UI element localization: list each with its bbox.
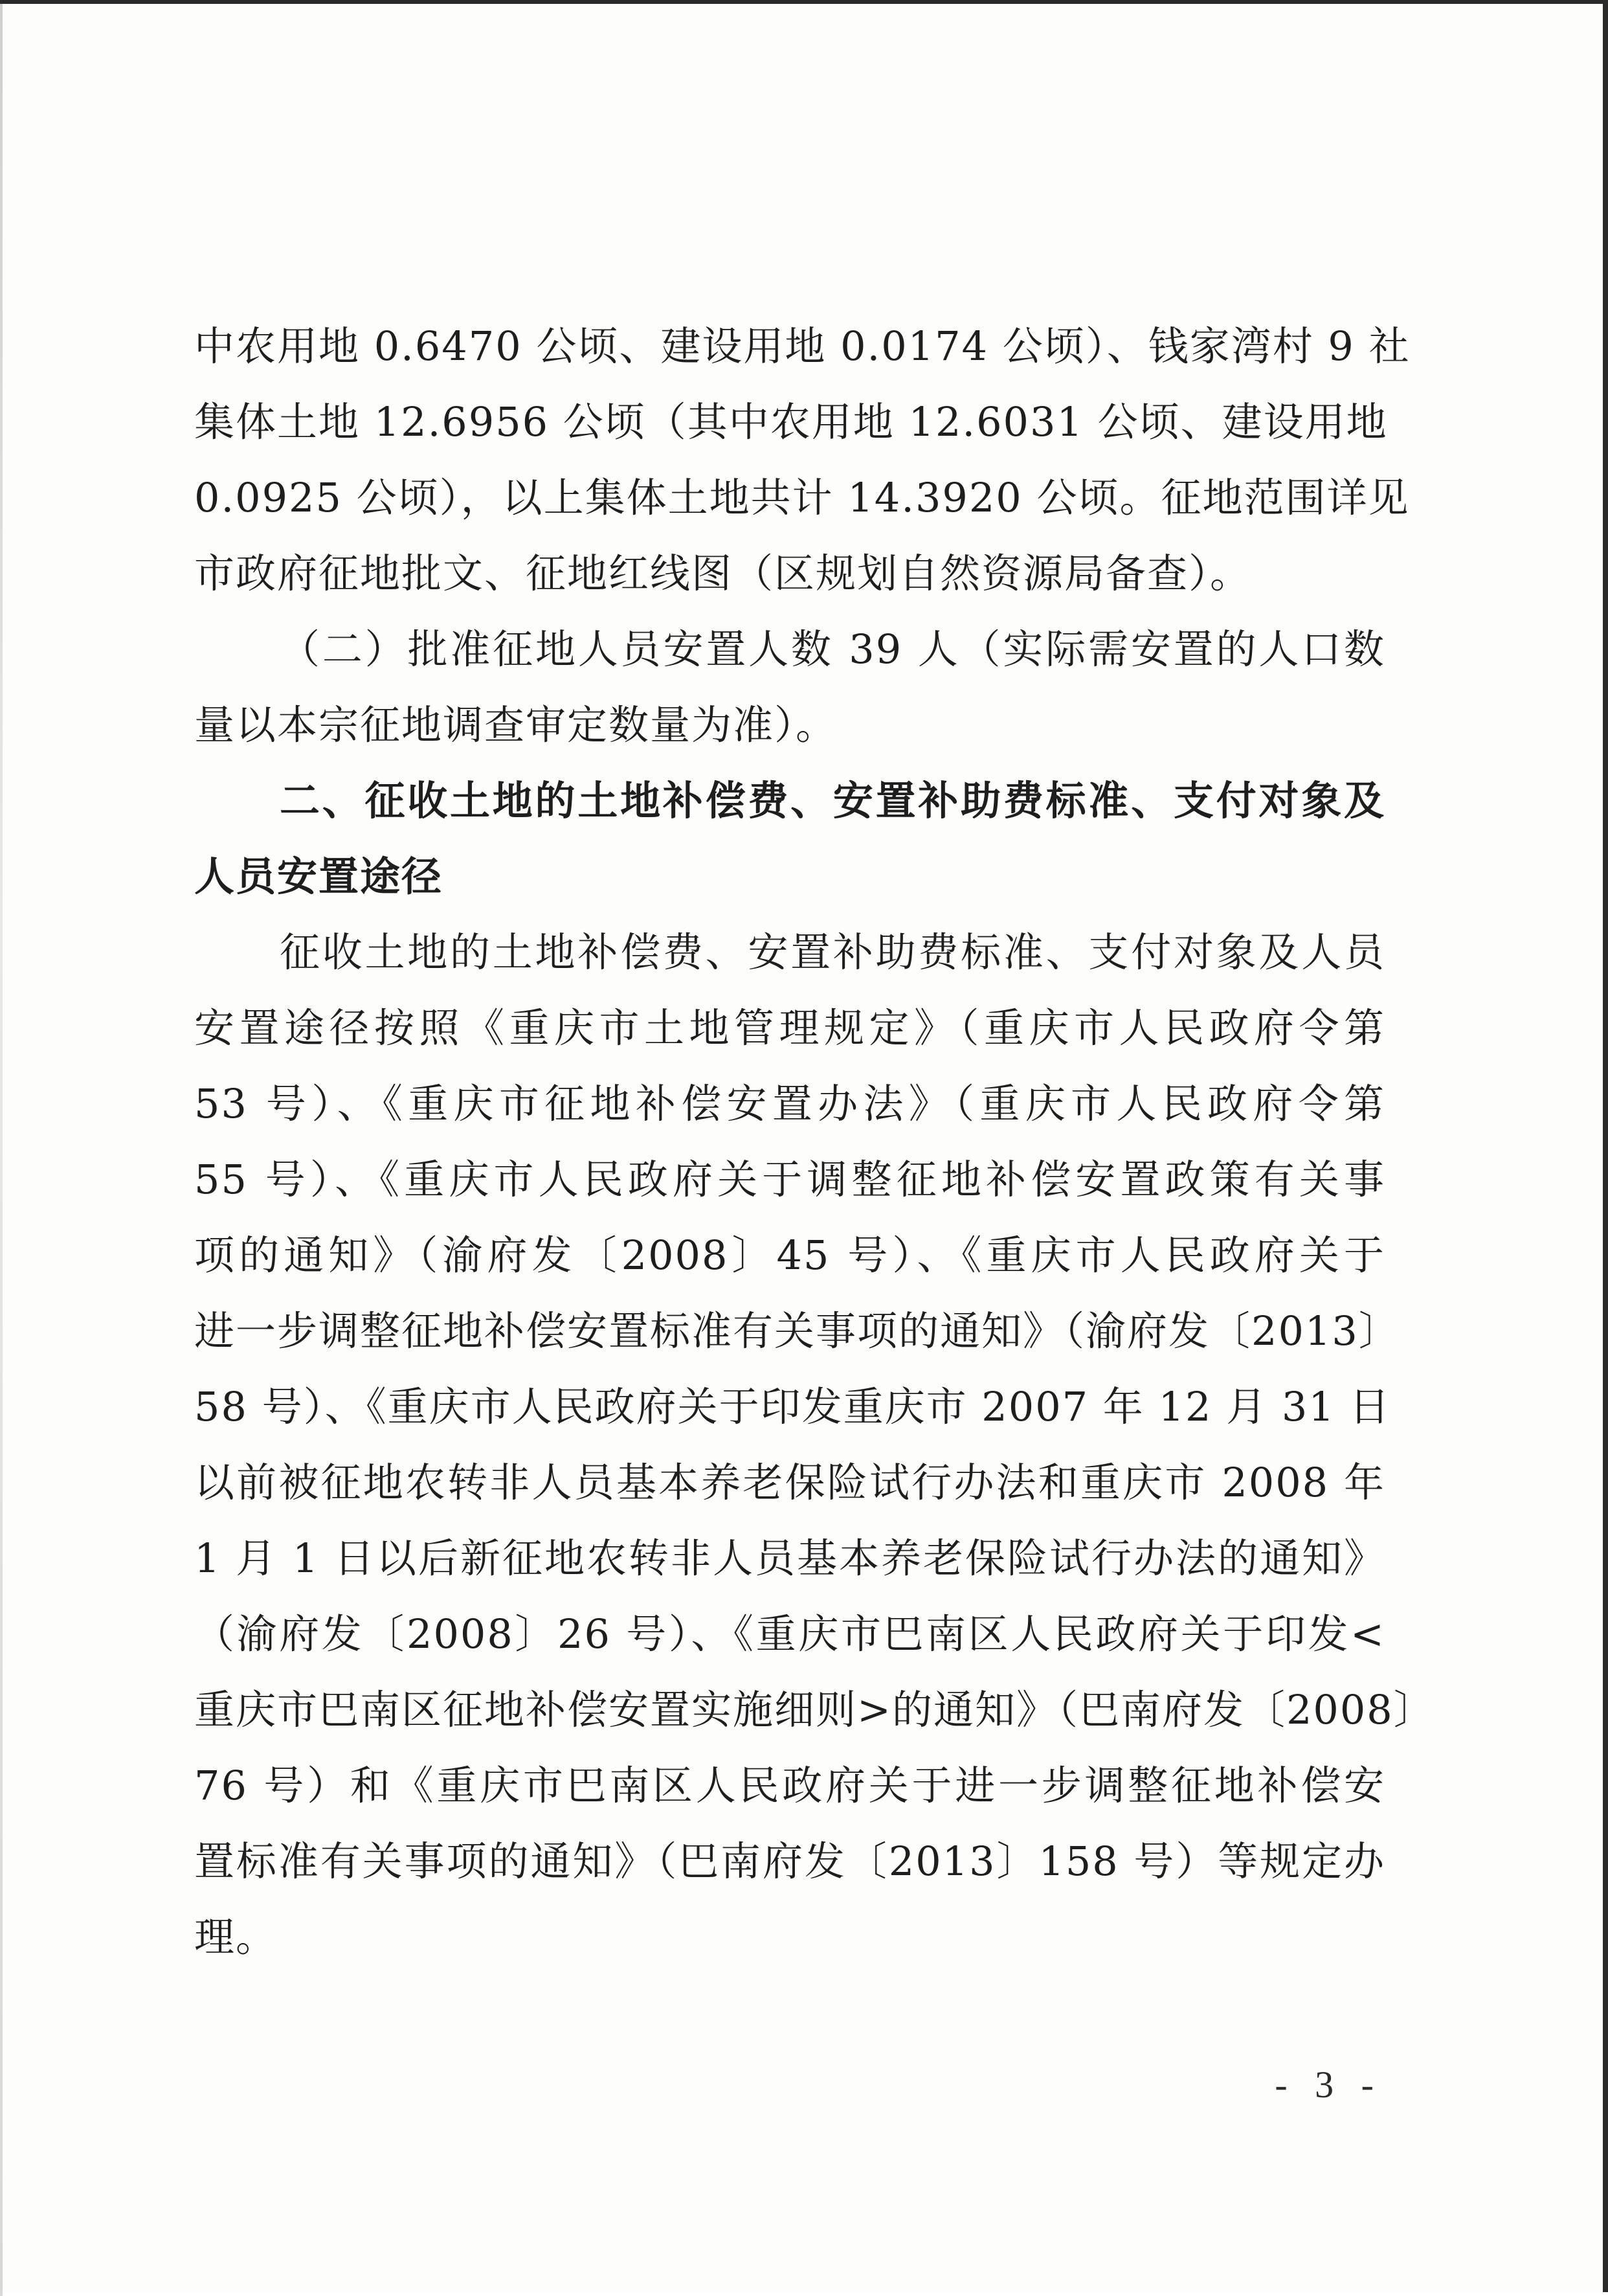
text-line: （渝府发〔2008〕26 号）、《重庆市巴南区人民政府关于印发< [194,1610,1385,1658]
text-line: 置标准有关事项的通知》（巴南府发〔2013〕158 号）等规定办 [194,1838,1385,1885]
section-heading-2 [194,763,1385,914]
text-line: （二）批准征地人员安置人数 39 人（实际需安置的人口数 [280,625,1385,673]
scan-edge [0,4,3,2296]
page-number: - 3 - [1275,2064,1383,2106]
paragraph-land-area [194,308,1411,611]
document-body [194,308,1435,1975]
text-line: 中农用地 0.6470 公顷、建设用地 0.0174 公顷）、钱家湾村 9 社 [194,322,1411,370]
paragraph-compensation-rules [194,914,1435,1975]
text-line: 集体土地 12.6956 公顷（其中农用地 12.6031 公顷、建设用地 [194,398,1388,445]
text-line: 项的通知》（渝府发〔2008〕45 号）、《重庆市人民政府关于 [194,1232,1385,1279]
text-line: 58 号）、《重庆市人民政府关于印发重庆市 2007 年 12 月 31 日 [194,1383,1391,1430]
text-line: 进一步调整征地补偿安置标准有关事项的通知》（渝府发〔2013〕 [194,1307,1400,1355]
text-line: 市政府征地批文、征地红线图（区规划自然资源局备查）。 [194,550,1252,597]
text-line: 以前被征地农转非人员基本养老保险试行办法和重庆市 2008 年 [194,1459,1385,1506]
heading-line: 二、征收土地的土地补偿费、安置补助费标准、支付对象及 [280,777,1385,824]
text-line: 0.0925 公顷），以上集体土地共计 14.3920 公顷。征地范围详见 [194,474,1410,521]
heading-line: 人员安置途径 [194,853,443,900]
text-line: 55 号）、《重庆市人民政府关于调整征地补偿安置政策有关事 [194,1156,1385,1203]
text-line: 量以本宗征地调查审定数量为准）。 [194,701,838,748]
text-line: 53 号）、《重庆市征地补偿安置办法》（重庆市人民政府令第 [194,1080,1385,1127]
text-line: 76 号）和《重庆市巴南区人民政府关于进一步调整征地补偿安 [194,1762,1385,1809]
text-line: 安置途径按照《重庆市土地管理规定》（重庆市人民政府令第 [194,1004,1385,1052]
text-line: 征收土地的土地补偿费、安置补助费标准、支付对象及人员 [280,929,1385,976]
text-line: 重庆市巴南区征地补偿安置实施细则>的通知》（巴南府发〔2008〕 [194,1686,1435,1733]
paragraph-resettlement-count [194,611,1385,763]
text-line: 理。 [194,1913,278,1961]
text-line: 1 月 1 日以后新征地农转非人员基本养老保险试行办法的通知》 [194,1535,1385,1582]
